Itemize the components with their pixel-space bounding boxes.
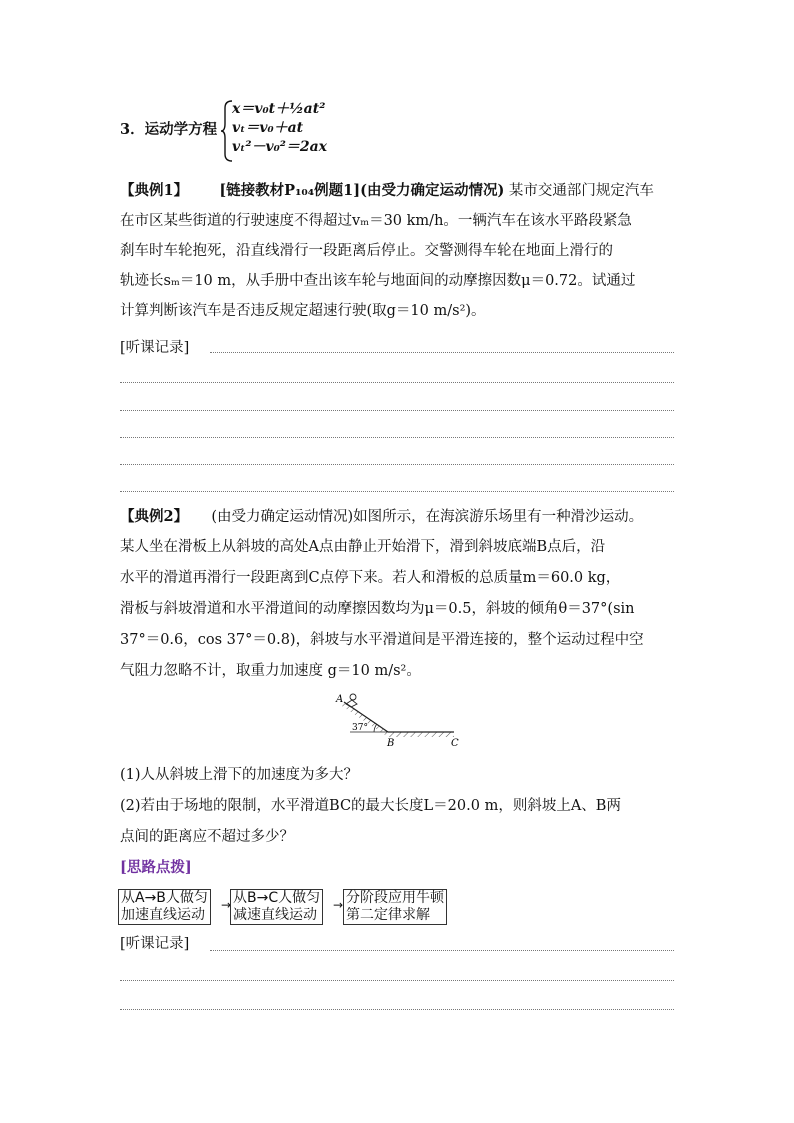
kinematics-equations bbox=[232, 100, 327, 157]
notes-line[interactable] bbox=[120, 410, 674, 411]
example1-ref: [链接教材P₁₀₄例题1](由受力确定运动情况) bbox=[219, 182, 505, 199]
question-2-line-2: 点间的距离应不超过多少？ bbox=[120, 829, 294, 845]
flow-box-2-top: 从B→C人做匀 bbox=[233, 890, 321, 906]
flow-box-3-bottom: 第二定律求解 bbox=[346, 907, 430, 923]
notes-line[interactable] bbox=[210, 352, 674, 353]
hint-label: [思路点拨] bbox=[120, 859, 192, 876]
notes-line[interactable] bbox=[210, 950, 674, 951]
example2-tag: 【典例2】 bbox=[120, 508, 189, 525]
notes-line[interactable] bbox=[120, 1009, 674, 1010]
angle-label: 37° bbox=[352, 723, 368, 733]
flow-box-3-top: 分阶段应用牛顿 bbox=[346, 890, 444, 906]
flow-box-1 bbox=[118, 889, 211, 925]
notes-line[interactable] bbox=[120, 437, 674, 438]
flow-arrow-icon: → bbox=[333, 898, 344, 912]
kinematics-eq-1: x＝v₀t＋½at² bbox=[232, 101, 326, 117]
example1-line-5: 计算判断该汽车是否违反规定超速行驶(取g＝10 m/s²)。 bbox=[120, 303, 486, 319]
person-on-sled-icon bbox=[346, 694, 357, 707]
flow-box-2-bottom: 减速直线运动 bbox=[233, 907, 317, 923]
label-c: C bbox=[451, 738, 459, 749]
flow-box-3 bbox=[343, 889, 447, 925]
example2-line-5: 37°＝0.6，cos 37°＝0.8)，斜坡与水平滑道间是平滑连接的，整个运动过程中空 bbox=[120, 632, 644, 648]
flow-box-1-top: 从A→B人做匀 bbox=[121, 890, 208, 906]
example1-text-1: 某市交通部门规定汽车 bbox=[508, 183, 654, 199]
label-b: B bbox=[387, 738, 395, 749]
example1-tag: 【典例1】 bbox=[120, 182, 189, 199]
notes-line[interactable] bbox=[120, 491, 674, 492]
example1-line-4: 轨迹长sₘ＝10 m，从手册中查出该车轮与地面间的动摩擦因数μ＝0.72。试通过 bbox=[120, 273, 636, 289]
flow-box-1-bottom: 加速直线运动 bbox=[121, 907, 205, 923]
notes-line[interactable] bbox=[120, 382, 674, 383]
notes-line[interactable] bbox=[120, 464, 674, 465]
question-1: (1)人从斜坡上滑下的加速度为多大？ bbox=[120, 767, 359, 783]
example1-notes-label: [听课记录] bbox=[120, 340, 190, 356]
notes-line[interactable] bbox=[120, 980, 674, 981]
question-2-line-1: (2)若由于场地的限制，水平滑道BC的最大长度L＝20.0 m，则斜坡上A、B两 bbox=[120, 798, 621, 814]
kinematics-label: 3．运动学方程 bbox=[120, 121, 218, 138]
example2-line-3: 水平的滑道再滑行一段距离到C点停下来。若人和滑板的总质量m＝60.0 kg， bbox=[120, 570, 621, 586]
example1-line-1 bbox=[120, 181, 654, 201]
example2-line-6: 气阻力忽略不计，取重力加速度 g＝10 m/s²。 bbox=[120, 663, 421, 679]
flow-box-2 bbox=[230, 889, 323, 925]
example1-line-2: 在市区某些街道的行驶速度不得超过vₘ＝30 km/h。一辆汽车在该水平路段紧急 bbox=[120, 213, 632, 229]
example2-line-2: 某人坐在滑板上从斜坡的高处A点由静止开始滑下，滑到斜坡底端B点后，沿 bbox=[120, 539, 606, 555]
flow-arrow-icon: → bbox=[221, 898, 232, 912]
example2-text-1: (由受力确定运动情况)如图所示，在海滨游乐场里有一种滑沙运动。 bbox=[211, 509, 644, 525]
example2-line-1 bbox=[120, 507, 643, 527]
label-a: A bbox=[336, 694, 344, 705]
example1-line-3: 刹车时车轮抱死，沿直线滑行一段距离后停止。交警测得车轮在地面上滑行的 bbox=[120, 243, 613, 259]
slope-figure bbox=[330, 690, 465, 752]
example2-notes-label: [听课记录] bbox=[120, 936, 190, 952]
kinematics-eq-3: vₜ²－v₀²＝2ax bbox=[232, 139, 328, 155]
example2-line-4: 滑板与斜坡滑道和水平滑道间的动摩擦因数均为μ＝0.5，斜坡的倾角θ＝37°(sin bbox=[120, 601, 635, 617]
kinematics-eq-2: vₜ＝v₀＋at bbox=[232, 120, 304, 136]
